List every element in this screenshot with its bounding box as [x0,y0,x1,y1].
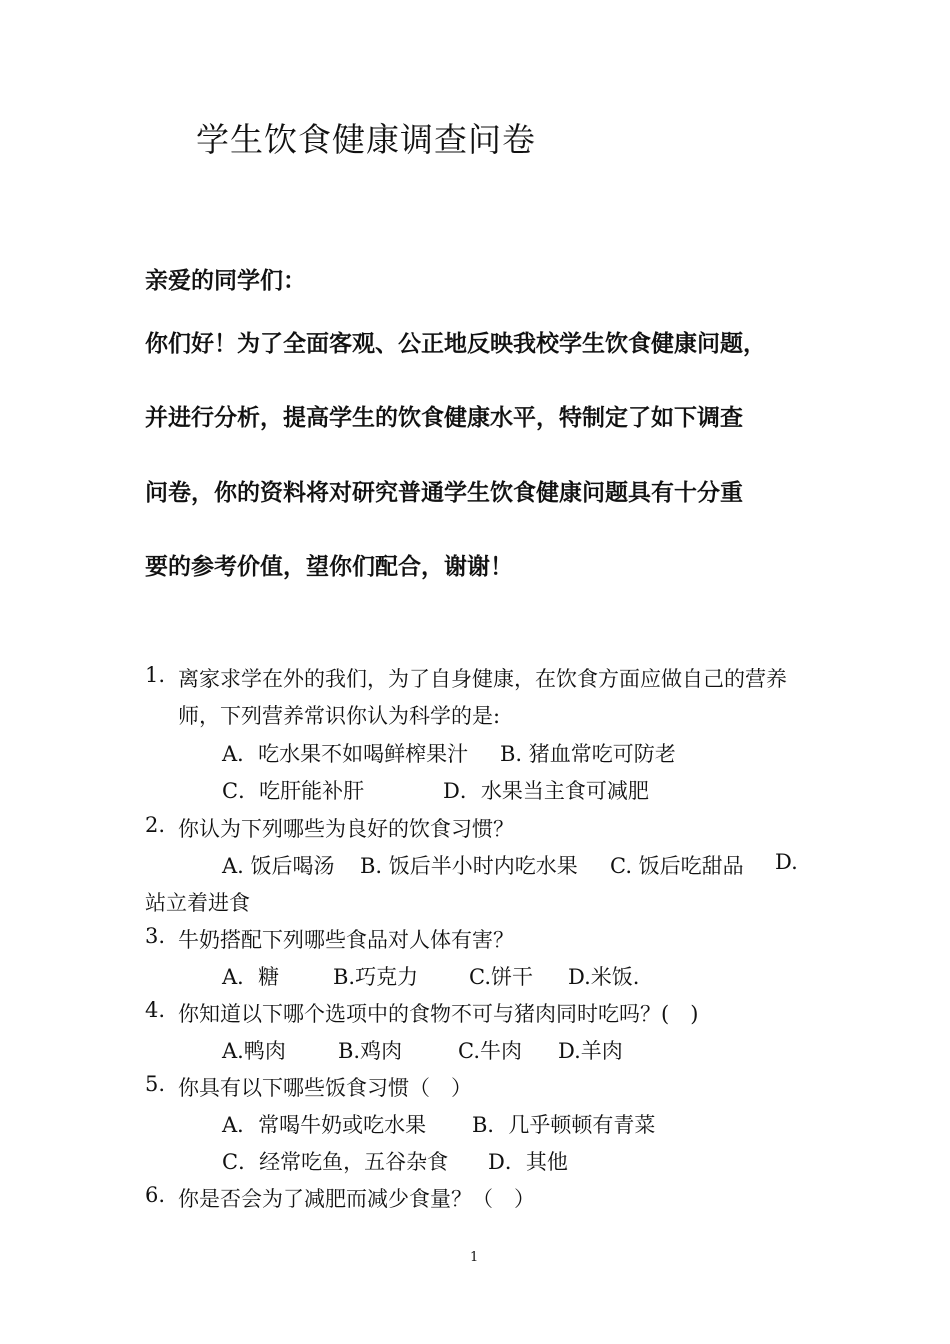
question-text: 你认为下列哪些为良好的饮食习惯？ [178,817,514,841]
question-number: 3. [145,924,166,948]
option-c: C. 饭后吃甜品 [610,854,744,878]
option-d: D.羊肉 [558,1039,623,1063]
question-text: 你知道以下哪个选项中的食物不可与猪肉同时吃吗？( ) [178,1002,699,1026]
page-number: 1 [470,1250,479,1265]
option-c: C.牛肉 [458,1039,522,1063]
option-d: D．水果当主食可减肥 [443,779,649,803]
option-c: C.饼干 [469,965,533,989]
option-b: B. 饭后半小时内吃水果 [360,854,578,878]
option-a: A．糖 [222,965,280,989]
intro-line: 并进行分析，提高学生的饮食健康水平，特制定了如下调查 [145,405,743,431]
option-a: A．吃水果不如喝鲜榨果汁 [222,742,469,766]
intro-line: 问卷，你的资料将对研究普通学生饮食健康问题具有十分重 [145,480,743,506]
option-d: D. [775,850,798,874]
question-text: 你是否会为了减肥而减少食量？（ ） [178,1187,535,1211]
option-b: B.鸡肉 [338,1039,403,1063]
option-d: D．其他 [488,1150,568,1174]
option-c: C．经常吃鱼，五谷杂食 [222,1150,449,1174]
option-b: B.巧克力 [333,965,419,989]
option-d-continued: 站立着进食 [145,891,250,915]
question-number: 2. [145,813,166,837]
option-c: C．吃肝能补肝 [222,779,365,803]
intro-line: 你们好！为了全面客观、公正地反映我校学生饮食健康问题， [145,331,766,357]
document-title: 学生饮食健康调查问卷 [196,120,536,159]
intro-line: 要的参考价值，望你们配合，谢谢！ [145,554,513,580]
option-b: B．几乎顿顿有青菜 [472,1113,656,1137]
question-number: 5. [145,1072,166,1096]
question-text: 牛奶搭配下列哪些食品对人体有害？ [178,928,514,952]
question-text: 师，下列营养常识你认为科学的是: [178,704,501,728]
question-text: 离家求学在外的我们，为了自身健康，在饮食方面应做自己的营养 [178,667,787,691]
option-a: A.鸭肉 [222,1039,286,1063]
option-d: D.米饭. [568,965,640,989]
question-number: 4. [145,998,166,1022]
question-number: 6. [145,1183,166,1207]
question-text: 你具有以下哪些饭食习惯（ ） [178,1076,472,1100]
question-number: 1. [145,663,166,687]
option-a: A．常喝牛奶或吃水果 [222,1113,427,1137]
option-a: A. 饭后喝汤 [222,854,335,878]
greeting: 亲爱的同学们： [145,268,306,294]
option-b: B. 猪血常吃可防老 [500,742,676,766]
